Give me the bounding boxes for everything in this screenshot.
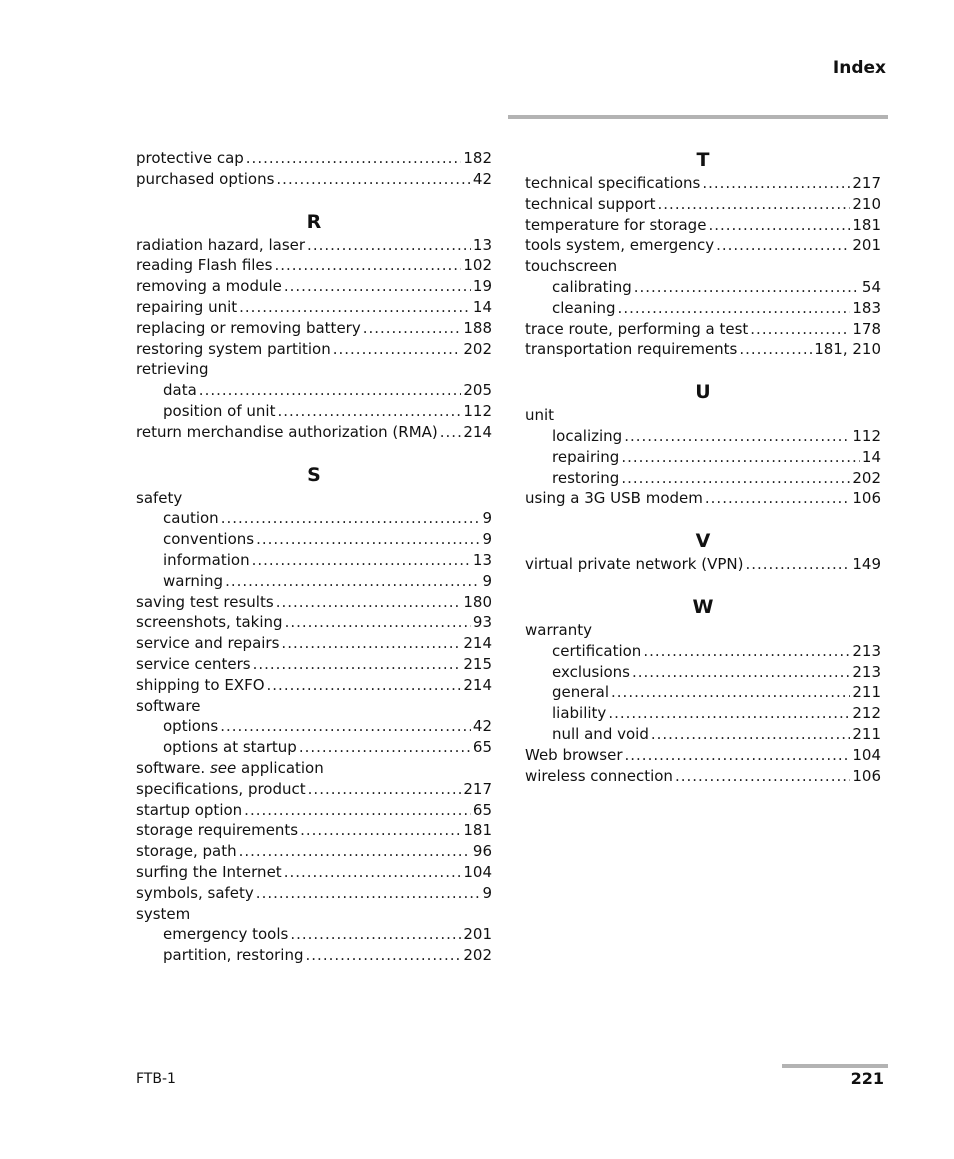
index-term: warning — [163, 571, 224, 590]
dot-leader — [284, 276, 471, 297]
index-page-ref[interactable]: 212 — [852, 704, 881, 723]
dot-leader — [705, 488, 850, 509]
dot-leader — [225, 571, 480, 592]
index-subentry — [525, 468, 881, 489]
index-entry — [136, 675, 492, 696]
index-term: data — [163, 381, 197, 400]
index-term: position of unit — [163, 401, 276, 420]
index-entry — [136, 904, 492, 925]
index-term: information — [163, 550, 250, 569]
index-term: software — [136, 696, 201, 715]
index-subentry — [525, 724, 881, 745]
index-page-ref[interactable]: 205 — [463, 381, 492, 400]
index-page-ref[interactable]: 188 — [463, 318, 492, 337]
index-subentry — [525, 682, 881, 703]
index-page-ref[interactable]: 54 — [861, 277, 881, 296]
index-entry — [136, 276, 492, 297]
index-entry — [136, 758, 492, 779]
footer-page-number: 221 — [850, 1069, 884, 1088]
index-entry — [136, 318, 492, 339]
index-entry — [136, 862, 492, 883]
index-page-ref[interactable]: 14 — [472, 297, 492, 316]
index-entry — [136, 339, 492, 360]
dot-leader — [306, 945, 462, 966]
index-term: safety — [136, 488, 183, 507]
index-entry — [525, 235, 881, 256]
index-term-text: software. — [136, 758, 210, 777]
index-page-ref[interactable]: 180 — [463, 592, 492, 611]
index-page-ref[interactable]: 213 — [852, 662, 881, 681]
index-term: partition, restoring — [163, 946, 304, 965]
footer-product-name: FTB-1 — [136, 1071, 176, 1087]
index-page-ref[interactable]: 65 — [472, 738, 492, 757]
dot-leader — [333, 339, 462, 360]
index-subentry — [136, 401, 492, 422]
index-entry — [136, 235, 492, 256]
index-term: warranty — [525, 620, 592, 639]
index-page-ref[interactable]: 211 — [852, 683, 881, 702]
index-page-ref[interactable]: 106 — [852, 766, 881, 785]
index-subentry — [136, 380, 492, 401]
dot-leader — [745, 554, 850, 575]
dot-leader — [274, 255, 461, 276]
index-column-left — [136, 148, 492, 966]
index-entry — [525, 194, 881, 215]
index-term: screenshots, taking — [136, 613, 283, 632]
index-page-ref[interactable]: 211 — [852, 724, 881, 743]
dot-leader — [256, 883, 481, 904]
index-term — [136, 758, 324, 779]
dot-leader — [239, 841, 471, 862]
index-term: startup option — [136, 800, 243, 819]
index-entry — [136, 297, 492, 318]
header-rule — [508, 115, 888, 119]
index-term: repairing — [552, 447, 620, 466]
index-term: trace route, performing a test — [525, 319, 749, 338]
index-section-letter: V — [695, 530, 711, 553]
dot-leader — [708, 215, 850, 236]
index-page-ref[interactable]: 9 — [482, 509, 492, 528]
index-term: specifications, product — [136, 779, 306, 798]
index-term: caution — [163, 509, 219, 528]
index-term: restoring — [552, 468, 620, 487]
index-entry — [136, 633, 492, 654]
index-entry — [525, 173, 881, 194]
index-page-ref[interactable]: 214 — [463, 675, 492, 694]
dot-leader — [621, 447, 860, 468]
index-subentry — [136, 737, 492, 758]
index-term: purchased options — [136, 169, 275, 188]
index-subentry — [136, 716, 492, 737]
index-page-ref[interactable]: 112 — [463, 401, 492, 420]
index-subentry — [525, 298, 881, 319]
index-page-ref[interactable]: 217 — [852, 174, 881, 192]
dot-leader — [221, 508, 481, 529]
index-page-ref[interactable]: 14 — [861, 447, 881, 466]
index-entry — [525, 745, 881, 766]
index-page-ref[interactable]: 9 — [482, 530, 492, 549]
page-header-title: Index — [832, 58, 886, 78]
index-page-ref[interactable]: 65 — [472, 800, 492, 819]
index-entry — [525, 215, 881, 236]
index-term: return merchandise authorization (RMA) — [136, 422, 438, 441]
index-term: removing a module — [136, 277, 282, 296]
index-entry — [525, 488, 881, 509]
index-entry — [525, 256, 881, 277]
index-subentry — [136, 924, 492, 945]
index-subentry — [525, 447, 881, 468]
dot-leader — [739, 339, 812, 360]
index-term: touchscreen — [525, 257, 618, 276]
dot-leader — [618, 298, 851, 319]
index-term: emergency tools — [163, 925, 289, 944]
dot-leader — [307, 235, 471, 256]
index-page-ref[interactable]: 210 — [852, 194, 881, 213]
index-term: virtual private network (VPN) — [525, 555, 744, 574]
index-page-ref[interactable]: 96 — [472, 842, 492, 861]
index-term: symbols, safety — [136, 883, 254, 902]
index-page-ref[interactable]: 104 — [852, 745, 881, 764]
dot-leader — [277, 401, 461, 422]
index-page-ref[interactable]: 215 — [463, 654, 492, 673]
index-page-ref[interactable]: 13 — [472, 235, 492, 254]
index-subentry — [136, 529, 492, 550]
index-entry — [136, 488, 492, 509]
dot-leader — [290, 924, 461, 945]
index-page-ref[interactable]: 13 — [472, 550, 492, 569]
index-page-ref[interactable]: 201 — [852, 236, 881, 255]
index-term: protective cap — [136, 149, 244, 167]
index-page-ref[interactable]: 214 — [463, 422, 492, 441]
index-subentry — [525, 277, 881, 298]
index-page-ref[interactable]: 182 — [463, 149, 492, 167]
dot-leader — [276, 169, 471, 190]
index-term: service and repairs — [136, 634, 280, 653]
index-entry — [525, 620, 881, 641]
index-page-ref[interactable]: 181 — [463, 821, 492, 840]
index-subentry — [525, 662, 881, 683]
index-term: unit — [525, 406, 555, 425]
index-term: technical support — [525, 194, 656, 213]
dot-leader — [608, 703, 850, 724]
index-page-ref[interactable]: 42 — [472, 169, 492, 188]
index-entry — [136, 422, 492, 443]
dot-leader — [239, 297, 471, 318]
dot-leader — [284, 862, 462, 883]
index-subentry — [525, 641, 881, 662]
index-entry — [525, 554, 881, 575]
dot-leader — [363, 318, 462, 339]
index-page-ref[interactable]: 202 — [463, 946, 492, 965]
index-term: retrieving — [136, 360, 209, 379]
index-page-ref[interactable]: 214 — [463, 634, 492, 653]
index-page-ref[interactable]: 217 — [463, 779, 492, 798]
index-entry — [525, 766, 881, 787]
index-term: saving test results — [136, 592, 274, 611]
dot-leader — [199, 380, 462, 401]
index-section-letter: W — [692, 595, 714, 618]
see-target: application — [236, 758, 324, 777]
index-term: null and void — [552, 724, 649, 743]
dot-leader — [634, 277, 860, 298]
index-term: system — [136, 904, 191, 923]
dot-leader — [625, 745, 851, 766]
index-section-letter: T — [696, 149, 710, 171]
dot-leader — [246, 148, 462, 169]
index-subentry — [136, 550, 492, 571]
index-page-ref[interactable]: 202 — [463, 339, 492, 358]
index-page-ref[interactable]: 213 — [852, 641, 881, 660]
see-reference: see — [209, 758, 237, 777]
index-term: using a 3G USB modem — [525, 489, 703, 508]
dot-leader — [440, 422, 462, 443]
dot-leader — [220, 716, 471, 737]
index-term: technical specifications — [525, 174, 701, 192]
index-page-ref[interactable]: 181, 210 — [814, 340, 881, 359]
index-term: reading Flash files — [136, 256, 273, 275]
dot-leader — [716, 235, 850, 256]
index-page-ref[interactable]: 178 — [852, 319, 881, 338]
index-entry — [136, 359, 492, 380]
index-subentry — [136, 571, 492, 592]
index-entry — [136, 255, 492, 276]
index-entry — [136, 883, 492, 904]
index-section-letter: R — [306, 210, 322, 233]
index-term: shipping to EXFO — [136, 675, 265, 694]
index-page-ref[interactable]: 9 — [482, 571, 492, 590]
index-section-letter: U — [695, 381, 711, 404]
index-entry — [136, 592, 492, 613]
index-entry — [136, 820, 492, 841]
index-subentry — [136, 508, 492, 529]
dot-leader — [267, 675, 462, 696]
index-page-ref[interactable]: 9 — [482, 883, 492, 902]
index-entry — [136, 800, 492, 821]
index-term: exclusions — [552, 662, 630, 681]
index-subentry — [136, 945, 492, 966]
index-entry — [136, 696, 492, 717]
index-page-ref[interactable]: 104 — [463, 862, 492, 881]
dot-leader — [632, 662, 850, 683]
dot-leader — [675, 766, 850, 787]
dot-leader — [252, 550, 471, 571]
index-entry — [136, 841, 492, 862]
dot-leader — [658, 194, 851, 215]
index-term: cleaning — [552, 298, 616, 317]
index-page-ref[interactable]: 102 — [463, 256, 492, 275]
index-term: tools system, emergency — [525, 236, 715, 255]
dot-leader — [276, 592, 462, 613]
index-term: temperature for storage — [525, 215, 707, 234]
dot-leader — [643, 641, 850, 662]
index-term: radiation hazard, laser — [136, 235, 306, 254]
dot-leader — [702, 173, 850, 194]
index-entry — [136, 654, 492, 675]
index-term: repairing unit — [136, 297, 238, 316]
dot-leader — [281, 633, 461, 654]
dot-leader — [256, 529, 480, 550]
dot-leader — [611, 682, 850, 703]
index-column-right — [525, 148, 881, 786]
dot-leader — [651, 724, 851, 745]
index-term: Web browser — [525, 745, 623, 764]
index-page-ref[interactable]: 19 — [472, 277, 492, 296]
dot-leader — [285, 612, 471, 633]
index-page-ref[interactable]: 183 — [852, 298, 881, 317]
index-page-ref[interactable]: 201 — [463, 925, 492, 944]
index-entry — [525, 405, 881, 426]
footer-rule — [782, 1064, 888, 1068]
index-term: options — [163, 717, 219, 736]
index-page-ref[interactable]: 112 — [852, 426, 881, 445]
index-term: replacing or removing battery — [136, 318, 361, 337]
dot-leader — [253, 654, 462, 675]
index-term: wireless connection — [525, 766, 673, 785]
index-term: options at startup — [163, 738, 297, 757]
index-page-ref[interactable]: 93 — [472, 613, 492, 632]
dot-leader — [621, 468, 850, 489]
index-term: localizing — [552, 426, 623, 445]
dot-leader — [624, 426, 850, 447]
index-page-ref[interactable]: 181 — [852, 215, 881, 234]
dot-leader — [750, 319, 850, 340]
index-page-ref[interactable]: 202 — [852, 468, 881, 487]
index-term: certification — [552, 641, 642, 660]
index-term: service centers — [136, 654, 251, 673]
dot-leader — [300, 820, 461, 841]
index-term: general — [552, 683, 610, 702]
index-entry — [525, 319, 881, 340]
index-term: calibrating — [552, 277, 632, 296]
index-page-ref[interactable]: 106 — [852, 489, 881, 508]
index-entry — [136, 169, 492, 190]
dot-leader — [244, 800, 471, 821]
index-term: storage, path — [136, 842, 237, 861]
index-term: transportation requirements — [525, 340, 738, 359]
index-term: conventions — [163, 530, 255, 549]
index-entry — [136, 148, 492, 169]
index-subentry — [525, 703, 881, 724]
dot-leader — [299, 737, 471, 758]
index-section-letter: S — [307, 463, 321, 486]
index-subentry — [525, 426, 881, 447]
index-term: restoring system partition — [136, 339, 331, 358]
index-term: liability — [552, 704, 607, 723]
index-entry — [136, 779, 492, 800]
index-page-ref[interactable]: 149 — [852, 555, 881, 574]
dot-leader — [308, 779, 462, 800]
index-term: surfing the Internet — [136, 862, 282, 881]
index-page-ref[interactable]: 42 — [472, 717, 492, 736]
index-entry — [525, 339, 881, 360]
index-term: storage requirements — [136, 821, 299, 840]
index-entry — [136, 612, 492, 633]
